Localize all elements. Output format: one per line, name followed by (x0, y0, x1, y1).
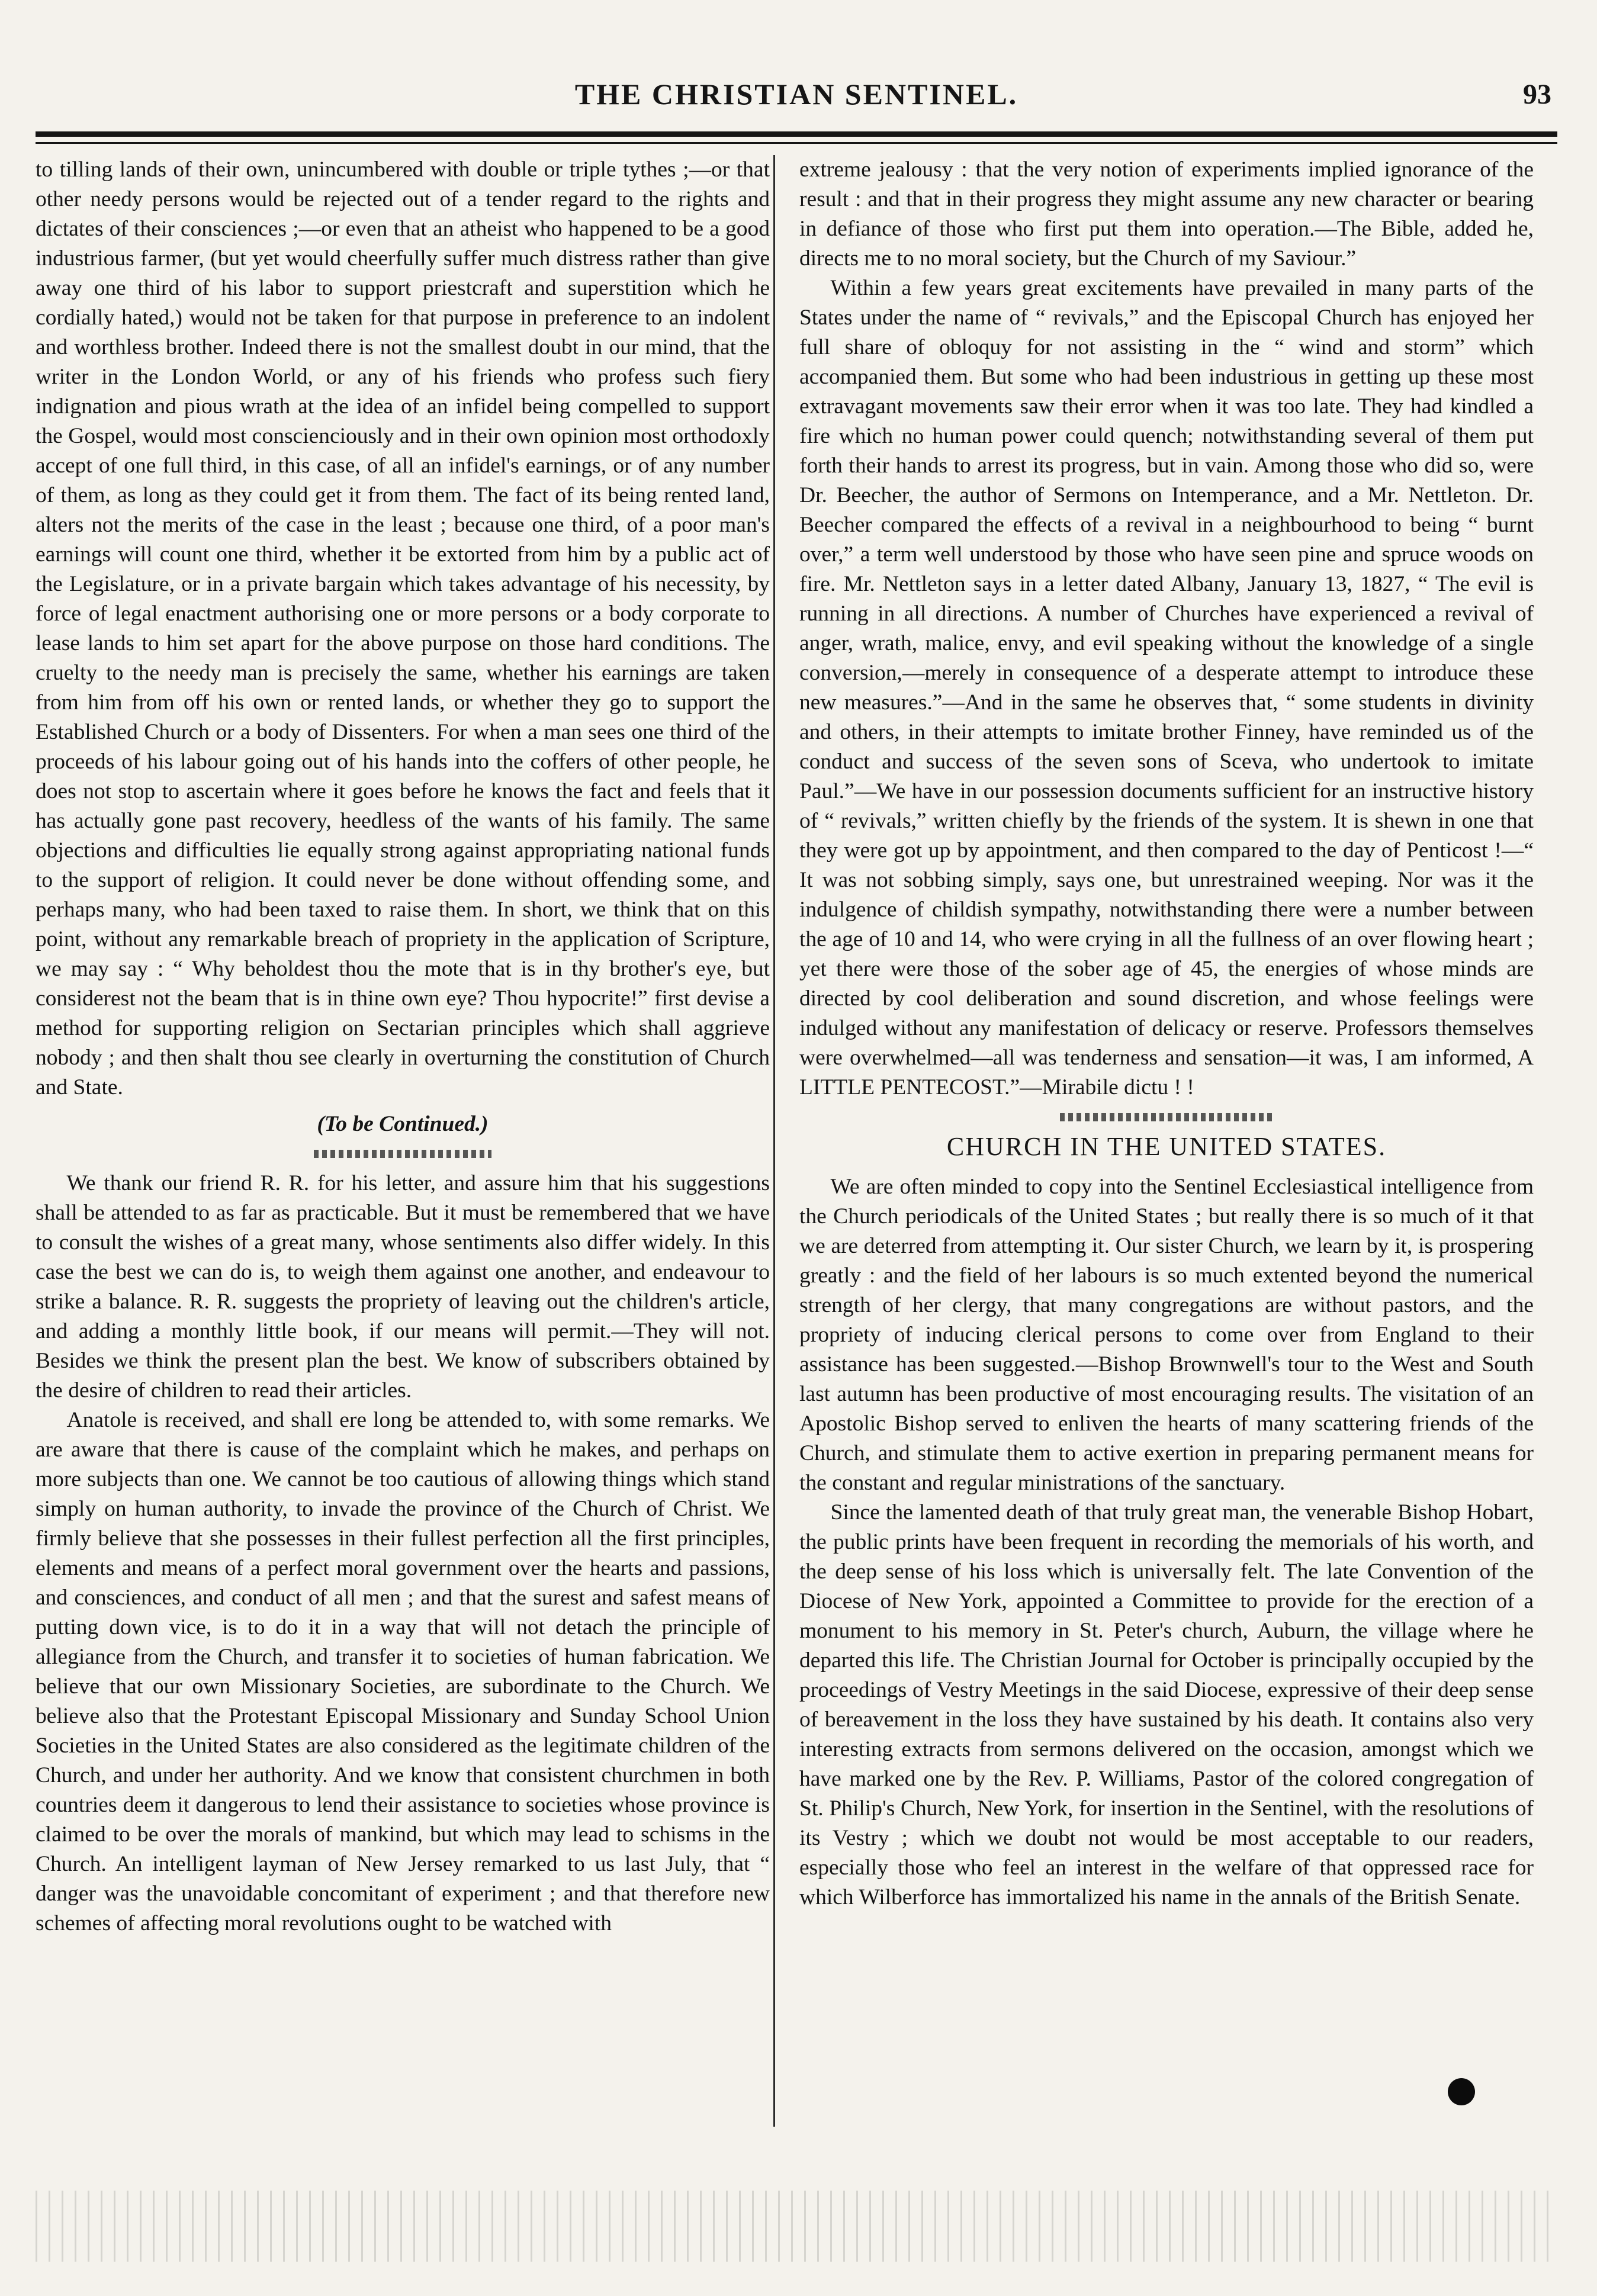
left-column (36, 155, 770, 1938)
article-continuation-right: extreme jealousy : that the very notion of experiments implied ignorance of the result : and that in their progress they might assume any new character or bearing in defiance of those who first put them into operation.—The Bible, added he, directs me to no moral society, but the Church of my Saviour.” (799, 157, 1534, 271)
editor-note-rr: We thank our friend R. R. for his letter, and assure him that his suggestions shall be attended to as far as practicable. But it must be remembered that we have to consult the wishes of a great many, whose sentiments also differ widely. In this case the best we can do is, to weigh them against one another, and endeavour to strike a balance. R. R. suggests the propriety of leaving out the children's article, and adding a monthly little book, if our means will permit.—They will not. Besides we think the present plan the best. We know of subscribers obtained by the desire of children to read their articles. (36, 1171, 770, 1403)
header-rule-thin (36, 142, 1557, 144)
running-title: THE CHRISTIAN SENTINEL. (574, 78, 1018, 111)
column-divider (773, 155, 775, 2127)
section-divider (1060, 1113, 1273, 1121)
revivals-paragraph: Within a few years great excitements have prevailed in many parts of the States under the name of “ revivals,” and the Episcopal Church has enjoyed her full share of obloquy for not assisting in the “ wind and storm” which accompanied them. But some who had been industrious in getting up these most extravagant movements saw their error when it was too late. They had kindled a fire which no human power could quench; notwithstanding several of them put forth their hands to arrest its progress, but in vain. Among those who did so, were Dr. Beecher, the author of Sermons on Intemperance, and a Mr. Nettleton. Dr. Beecher compared the effects of a revival in a neighbourhood to being “ burnt over,” a term well understood by those who have seen pine and spruce woods on fire. Mr. Nettleton says in a letter dated Albany, January 13, 1827, “ The evil is running in all directions. A number of Churches have experienced a revival of anger, wrath, malice, envy, and evil speaking without the knowledge of a single conversion,—merely in consequence of a desperate attempt to introduce these new measures.”—And in the same he observes that, “ some students in divinity and others, in their attempts to imitate brother Finney, have reminded us of the conduct and success of the seven sons of Sceva, who undertook to imitate Paul.”—We have in our possession documents sufficient for an instructive history of “ revivals,” written chiefly by the friends of the system. It is shewn in one that they were got up by appointment, and then compared to the day of Penticost !—“ It was not sobbing simply, says one, but unrestrained weeping. Nor was it the indulgence of childish sympathy, notwithstanding there were a number between the age of 10 and 14, who were crying in all the fullness of an over flowing heart ; yet there were those of the sober age of 45, the energies of whose minds are directed by cool deliberation and sound discretion, and whose feelings were indulged without any manifestation of delicacy or reserve. Professors themselves were overwhelmed—all was tenderness and sensation—it was, I am informed, A LITTLE PENTECOST.”—Mirabile dictu ! ! (799, 276, 1534, 1099)
bishop-hobart-paragraph: Since the lamented death of that truly great man, the venerable Bishop Hobart, the public prints have been frequent in recording the memorials of his worth, and the deep sense of his loss which is universally felt. The late Convention of the Diocese of New York, appointed a Committee to provide for the erection of a monument to his memory in St. Peter's church, Auburn, the village where he departed this life. The Christian Journal for October is principally occupied by the proceedings of Vestry Meetings in the said Diocese, expressive of their deep sense of bereavement in the loss they have sustained by his death. It contains also very interesting extracts from sermons delivered on the occasion, amongst which we have marked one by the Rev. P. Williams, Pastor of the colored congregation of St. Philip's Church, New York, for insertion in the Sentinel, with the resolutions of its Vestry ; which we doubt not would be most acceptable to our readers, especially those who feel an interest in the welfare of that oppressed race for which Wilberforce has immortalized his name in the annals of the British Senate. (799, 1500, 1534, 1909)
article-continuation: to tilling lands of their own, unincumbered with double or triple tythes ;—or that other needy persons would be rejected out of a tender regard to the rights and dictates of their consciences ;—or even that an atheist who happened to be a good industrious farmer, (but yet would cheerfully suffer much distress rather than give away one third of his labor to support priestcraft and superstition which he cordially hated,) would not be taken for that purpose in preference to an indolent and worthless brother. Indeed there is not the smallest doubt in our mind, that the writer in the London World, or any of his friends who profess such fiery indignation and pious wrath at the idea of an infidel being compelled to support the Gospel, would most conscienciously and in their own opinion most orthodoxly accept of one full third, in this case, of all an infidel's earnings, or of any number of them, as long as they could get it from them. The fact of its being rented land, alters not the merits of the case in the least ; because one third, of a poor man's earnings will count one third, whether it be extorted from him by a public act of the Legislature, or in a private bargain which takes advantage of his necessity, by force of legal enactment authorising one or more persons or a body corporate to lease lands to him set apart for the above purpose on those hard conditions. The cruelty to the needy man is precisely the same, whether his earnings are taken from him from off his own or rented lands, or whether they go to support the Established Church or a body of Dissenters. For when a man sees one third of the proceeds of his labour going out of his hands into the coffers of other people, he does not stop to ascertain where it goes before he knows the fact and feels that it has actually gone past recovery, heedless of the wants of his family. The same objections and difficulties lie equally strong against appropriating national funds to the support of religion. It could never be done without offending some, and perhaps many, who had been taxed to raise them. In short, we think that on this point, without any remarkable breach of propriety in the application of Scripture, we may say : “ Why beholdest thou the mote that is in thy brother's eye, but considerest not the beam that is in thine own eye? Thou hypocrite!” first devise a method for supporting religion on Sectarian principles which shall aggrieve nobody ; and then shalt thou see clearly in overturning the constitution of Church and State. (36, 157, 770, 1099)
editor-note-anatole: Anatole is received, and shall ere long be attended to, with some remarks. We are aware that there is cause of the complaint which he makes, and perhaps on more subjects than one. We cannot be too cautious of allowing things which stand simply on human authority, to invade the province of the Church of Christ. We firmly believe that she possesses in their fullest perfection all the first principles, elements and means of a perfect moral government over the hearts and passions, and consciences, and conduct of all men ; and that the surest and safest means of putting down vice, is to do it in a way that will not detach the principle of allegiance from the Church, and transfer it to societies of human fabrication. We believe that our own Missionary Societies, are subordinate to the Church. We believe also that the Protestant Episcopal Missionary and Sunday School Union Societies in the United States are also considered as the legitimate children of the Church, and under her authority. And we know that consistent churchmen in both countries deem it dangerous to lend their assistance to societies whose province is claimed to be over the morals of mankind, but which may lead to schisms in the Church. An intelligent layman of New Jersey remarked to us last July, that “ danger was the unavoidable concomitant of experiment ; and that therefore new schemes of affecting moral revolutions ought to be watched with (36, 1408, 770, 1935)
scan-noise (36, 2191, 1557, 2262)
page-header (36, 77, 1557, 130)
right-column (799, 155, 1534, 1912)
section-divider (314, 1150, 491, 1158)
header-rule-thick (36, 131, 1557, 137)
church-intelligence-paragraph: We are often minded to copy into the Sentinel Ecclesiastical intelligence from the Church periodicals of the United States ; but really there is so much of it that we are deterred from attempting it. Our sister Church, we learn by it, is prospering greatly : and the field of her labours is so much extented beyond the numerical strength of her clergy, that many congregations are without pastors, and the propriety of inducing clerical persons to come over from England to their assistance has been suggested.—Bishop Brownwell's tour to the West and South last autumn has been productive of most encouraging results. The visitation of an Apostolic Bishop served to enliven the hearts of many scattering friends of the Church, and stimulate them to active exertion in preparing permanent means for the constant and regular ministrations of the sanctuary. (799, 1175, 1534, 1495)
page-number: 93 (1523, 79, 1551, 110)
to-be-continued-note: (To be Continued.) (317, 1112, 489, 1136)
ink-blot (1448, 2078, 1475, 2105)
section-title: CHURCH IN THE UNITED STATES. (946, 1132, 1387, 1161)
